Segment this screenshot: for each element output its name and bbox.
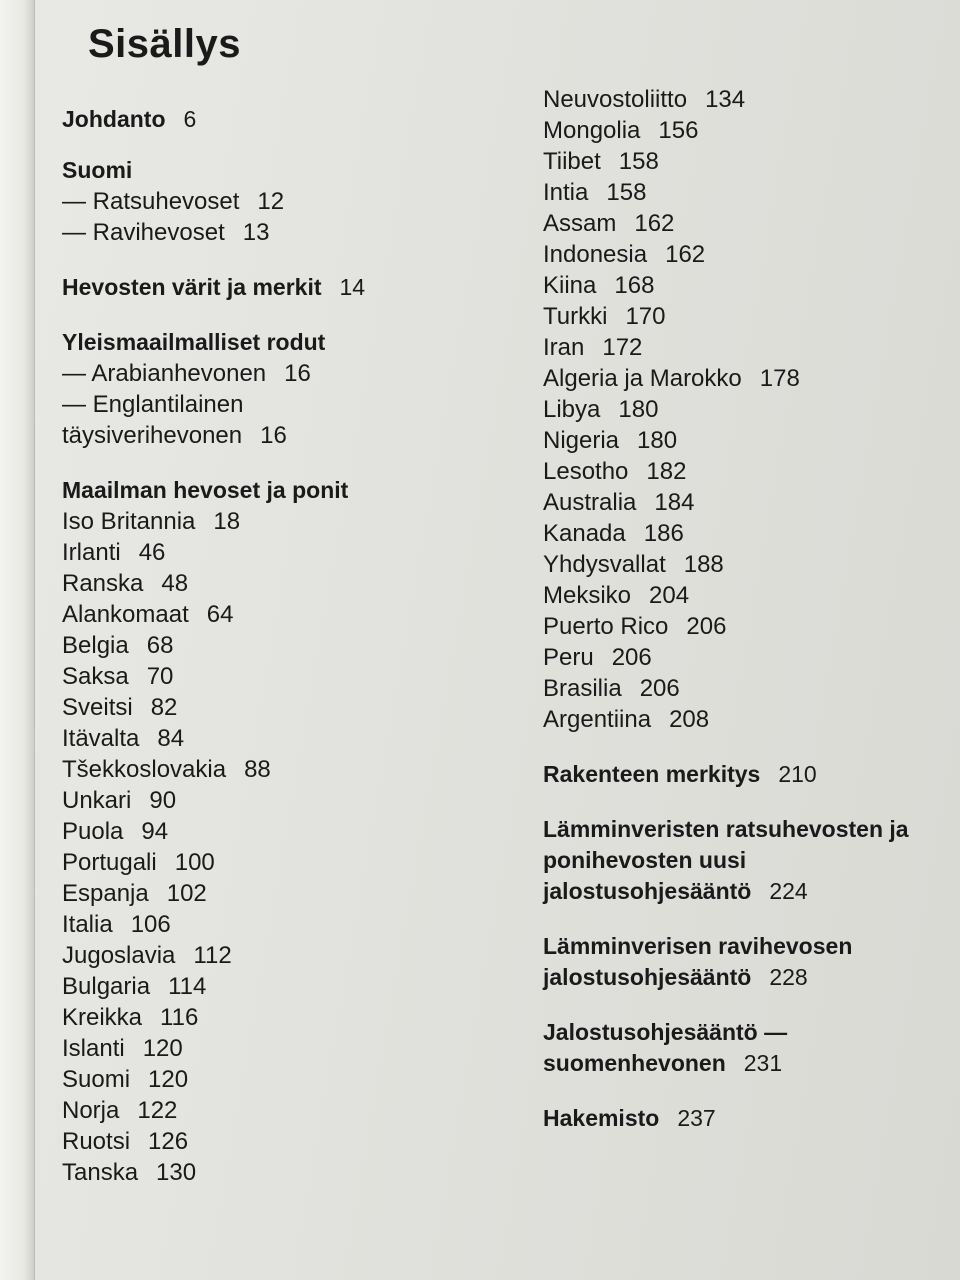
toc-entry	[543, 456, 960, 487]
entry-label: Intia	[543, 179, 589, 206]
entry-page: 208	[669, 706, 710, 733]
entry-label: Iso Britannia	[62, 508, 196, 535]
toc-entry	[62, 1126, 482, 1157]
entry-page: 206	[611, 644, 652, 671]
entry-label: Lämminveristen ratsuhevosten ja	[543, 816, 909, 842]
entry-label: Australia	[543, 489, 637, 516]
entry-label: Kiina	[543, 272, 597, 299]
entry-label: Tanska	[62, 1159, 139, 1186]
toc-entry	[543, 146, 960, 177]
entry-page: 156	[658, 117, 699, 144]
toc-section	[543, 759, 960, 790]
entry-page: 48	[161, 570, 189, 597]
entry-page: 130	[156, 1159, 197, 1186]
entry-label: Assam	[543, 210, 617, 237]
toc-entry: täysiverihevonen 16	[62, 422, 287, 449]
entry-label: Islanti	[62, 1035, 125, 1062]
toc-entry	[62, 630, 482, 661]
toc-entry	[543, 845, 960, 876]
entry-page: 168	[614, 272, 655, 299]
entry-label: Portugali	[62, 849, 157, 876]
entry-page: 228	[769, 964, 808, 990]
entry-page: 122	[137, 1097, 178, 1124]
entry-label: Yhdysvallat	[543, 551, 666, 578]
entry-label: Libya	[543, 396, 601, 423]
entry-label: Kanada	[543, 520, 626, 547]
entry-page: 94	[141, 818, 169, 845]
entry-page: 82	[150, 694, 178, 721]
toc-entry	[62, 723, 482, 754]
toc-entry	[62, 1064, 482, 1095]
toc-entry	[543, 931, 960, 962]
toc-entry	[62, 1095, 482, 1126]
toc-entry-varit: Hevosten värit ja merkit 14	[62, 274, 366, 300]
entry-label: Italia	[62, 911, 113, 938]
toc-entry	[543, 177, 960, 208]
entry-label: jalostusohjesääntö	[543, 878, 752, 904]
toc-entry	[62, 1033, 482, 1064]
toc-entry	[62, 1157, 482, 1188]
toc-entry	[543, 487, 960, 518]
entry-label: Johdanto	[62, 106, 166, 132]
toc-entry	[543, 876, 960, 907]
toc-entry	[62, 1002, 482, 1033]
entry-label: Hakemisto	[543, 1105, 660, 1131]
facing-page-edge	[0, 0, 35, 1280]
toc-entry	[543, 642, 960, 673]
entry-label: suomenhevonen	[543, 1050, 726, 1076]
toc-entry	[543, 1103, 960, 1134]
entry-page: 126	[148, 1128, 189, 1155]
entry-page: 46	[138, 539, 166, 566]
toc-entry	[62, 816, 482, 847]
entry-page: 206	[639, 675, 680, 702]
entry-page: 178	[759, 365, 800, 392]
entry-label: Sveitsi	[62, 694, 133, 721]
entry-label: Iran	[543, 334, 585, 361]
toc-entry	[543, 759, 960, 790]
entry-page: 134	[705, 86, 746, 113]
toc-entry	[62, 909, 482, 940]
entry-label: Rakenteen merkitys	[543, 761, 761, 787]
entry-label: Turkki	[543, 303, 608, 330]
entry-label: jalostusohjesääntö	[543, 964, 752, 990]
toc-entry: — Ravihevoset 13	[62, 219, 270, 246]
entry-page: 112	[193, 942, 232, 969]
entry-label: Puerto Rico	[543, 613, 669, 640]
entry-label: Indonesia	[543, 241, 648, 268]
entry-page: 106	[130, 911, 171, 938]
toc-entry	[543, 962, 960, 993]
toc-entry	[62, 692, 482, 723]
entry-label: Unkari	[62, 787, 132, 814]
entry-label: Lämminverisen ravihevosen	[543, 933, 853, 959]
toc-entry: — Englantilainen	[62, 391, 244, 418]
toc-entry	[543, 1017, 960, 1048]
entry-page: 84	[157, 725, 185, 752]
toc-entry	[543, 394, 960, 425]
toc-entry	[62, 940, 482, 971]
entry-page: 158	[618, 148, 659, 175]
entry-label: Meksiko	[543, 582, 632, 609]
entry-page: 182	[646, 458, 687, 485]
toc-section	[543, 1017, 960, 1079]
entry-page: 64	[206, 601, 234, 628]
entry-label: Brasilia	[543, 675, 622, 702]
entry-label: Mongolia	[543, 117, 641, 144]
entry-page: 100	[174, 849, 215, 876]
right-column	[543, 84, 960, 1134]
entry-page: 70	[146, 663, 174, 690]
entry-label: Itävalta	[62, 725, 140, 752]
toc-section	[543, 814, 960, 907]
entry-label: Tšekkoslovakia	[62, 756, 227, 783]
entry-page: 180	[637, 427, 678, 454]
toc-entry	[543, 301, 960, 332]
entry-page: 170	[625, 303, 666, 330]
toc-entry	[62, 537, 482, 568]
entry-page: 231	[743, 1050, 783, 1076]
section-heading-suomi: Suomi	[62, 157, 133, 183]
entry-page: 88	[244, 756, 271, 783]
entry-page: 158	[606, 179, 647, 206]
entry-label: Algeria ja Marokko	[543, 365, 742, 392]
entry-page: 186	[643, 520, 684, 547]
entry-label: Puola	[62, 818, 124, 845]
entry-label: Suomi	[62, 1066, 131, 1093]
entry-label: Belgia	[62, 632, 129, 659]
toc-entry	[543, 704, 960, 735]
country-list	[62, 506, 482, 1188]
entry-page: 120	[142, 1035, 183, 1062]
entry-page: 68	[146, 632, 174, 659]
section-heading-maailman: Maailman hevoset ja ponit	[62, 477, 349, 503]
page-title: Sisällys	[88, 22, 242, 66]
entry-page: 184	[654, 489, 695, 516]
entry-label: Neuvostoliitto	[543, 86, 688, 113]
toc-entry	[543, 425, 960, 456]
toc-entry	[543, 518, 960, 549]
entry-label: Kreikka	[62, 1004, 143, 1031]
toc-entry	[543, 208, 960, 239]
entry-page: 206	[686, 613, 727, 640]
toc-entry	[543, 363, 960, 394]
entry-page: 6	[183, 106, 197, 132]
toc-entry	[543, 673, 960, 704]
toc-entry	[543, 239, 960, 270]
toc-entry	[62, 568, 482, 599]
toc-section	[543, 1103, 960, 1134]
entry-label: ponihevosten uusi	[543, 847, 747, 873]
toc-entry	[543, 84, 960, 115]
toc-entry	[62, 506, 482, 537]
section-list	[543, 735, 960, 1134]
entry-page: 237	[677, 1105, 716, 1131]
entry-page: 210	[778, 761, 817, 787]
toc-entry: — Ratsuhevoset 12	[62, 188, 285, 215]
entry-label: Bulgaria	[62, 973, 151, 1000]
toc-entry	[62, 599, 482, 630]
entry-page: 188	[683, 551, 724, 578]
left-column	[62, 104, 482, 1188]
entry-page: 162	[665, 241, 706, 268]
entry-label: Ranska	[62, 570, 144, 597]
toc-entry	[62, 878, 482, 909]
entry-label: Nigeria	[543, 427, 620, 454]
toc-entry	[543, 1048, 960, 1079]
entry-label: Lesotho	[543, 458, 629, 485]
entry-page: 172	[602, 334, 643, 361]
entry-label: Espanja	[62, 880, 149, 907]
entry-label: Jalostusohjesääntö —	[543, 1019, 788, 1045]
entry-label: Argentiina	[543, 706, 652, 733]
toc-entry	[62, 661, 482, 692]
toc-section	[543, 931, 960, 993]
toc-entry	[543, 580, 960, 611]
entry-page: 204	[649, 582, 690, 609]
entry-page: 224	[769, 878, 808, 904]
entry-label: Ruotsi	[62, 1128, 131, 1155]
entry-label: Saksa	[62, 663, 129, 690]
toc-entry-johdanto	[62, 104, 482, 135]
entry-label: Peru	[543, 644, 594, 671]
toc-entry	[62, 785, 482, 816]
section-heading-rodut: Yleismaailmalliset rodut	[62, 329, 326, 355]
entry-label: Tiibet	[543, 148, 601, 175]
entry-label: Jugoslavia	[62, 942, 176, 969]
toc-entry	[543, 332, 960, 363]
entry-page: 116	[160, 1004, 199, 1031]
entry-page: 90	[149, 787, 177, 814]
toc-entry	[543, 549, 960, 580]
entry-label: Irlanti	[62, 539, 121, 566]
toc-entry: — Arabianhevonen 16	[62, 360, 311, 387]
toc-entry	[62, 971, 482, 1002]
entry-page: 162	[634, 210, 675, 237]
entry-page: 114	[168, 973, 207, 1000]
entry-page: 180	[618, 396, 659, 423]
toc-entry	[543, 814, 960, 845]
country-list	[543, 84, 960, 735]
toc-entry	[62, 847, 482, 878]
toc-entry	[62, 754, 482, 785]
toc-entry	[543, 611, 960, 642]
entry-page: 120	[148, 1066, 189, 1093]
entry-label: Alankomaat	[62, 601, 189, 628]
toc-entry	[543, 270, 960, 301]
toc-entry	[543, 115, 960, 146]
entry-label: Norja	[62, 1097, 120, 1124]
entry-page: 102	[166, 880, 207, 907]
entry-page: 18	[213, 508, 241, 535]
